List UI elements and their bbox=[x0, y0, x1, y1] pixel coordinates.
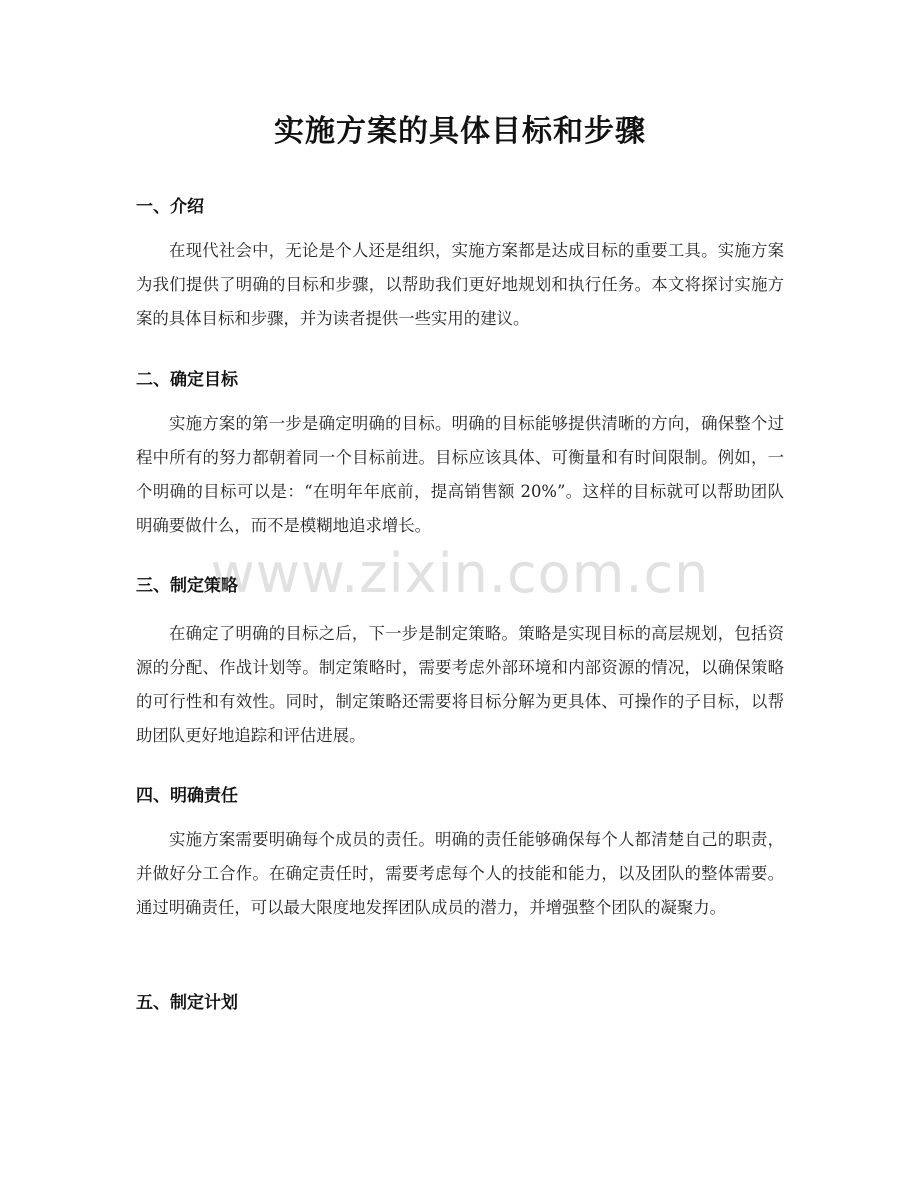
watermark: www.zixin.com.cn bbox=[210, 542, 710, 605]
section-heading-responsibility: 四、明确责任 bbox=[136, 786, 238, 806]
section-paragraph-strategy: 在确定了明确的目标之后，下一步是制定策略。策略是实现目标的高层规划，包括资源的分配、作战计划等。制定策略时，需要考虑外部环境和内部资源的情况，以确保策略的可行性和有效性。同时，制定策略还需要将目标分解为更具体、可操作的子目标，以帮助团队更好地追踪和评估进展。 bbox=[136, 624, 784, 745]
section-heading-strategy: 三、制定策略 bbox=[136, 576, 238, 596]
section-paragraph-responsibility: 实施方案需要明确每个成员的责任。明确的责任能够确保每个人都清楚自己的职责，并做好分工合作。在确定责任时，需要考虑每个人的技能和能力，以及团队的整体需要。通过明确责任，可以最大限度地发挥团队成员的潜力，并增强整个团队的凝聚力。 bbox=[136, 830, 784, 917]
section-heading-goals: 二、确定目标 bbox=[136, 370, 238, 390]
section-paragraph-goals: 实施方案的第一步是确定明确的目标。明确的目标能够提供清晰的方向，确保整个过程中所有的努力都朝着同一个目标前进。目标应该具体、可衡量和有时间限制。例如，一个明确的目标可以是：“在明年年底前，提高销售额 20%”。这样的目标就可以帮助团队明确要做什么，而不是模糊地追求增长。 bbox=[136, 414, 784, 535]
section-paragraph-intro: 在现代社会中，无论是个人还是组织，实施方案都是达成目标的重要工具。实施方案为我们提供了明确的目标和步骤，以帮助我们更好地规划和执行任务。本文将探讨实施方案的具体目标和步骤，并为读者提供一些实用的建议。 bbox=[136, 241, 784, 328]
section-heading-plan: 五、制定计划 bbox=[136, 993, 238, 1013]
section-heading-intro: 一、介绍 bbox=[136, 197, 204, 217]
document-title: 实施方案的具体目标和步骤 bbox=[274, 114, 646, 149]
